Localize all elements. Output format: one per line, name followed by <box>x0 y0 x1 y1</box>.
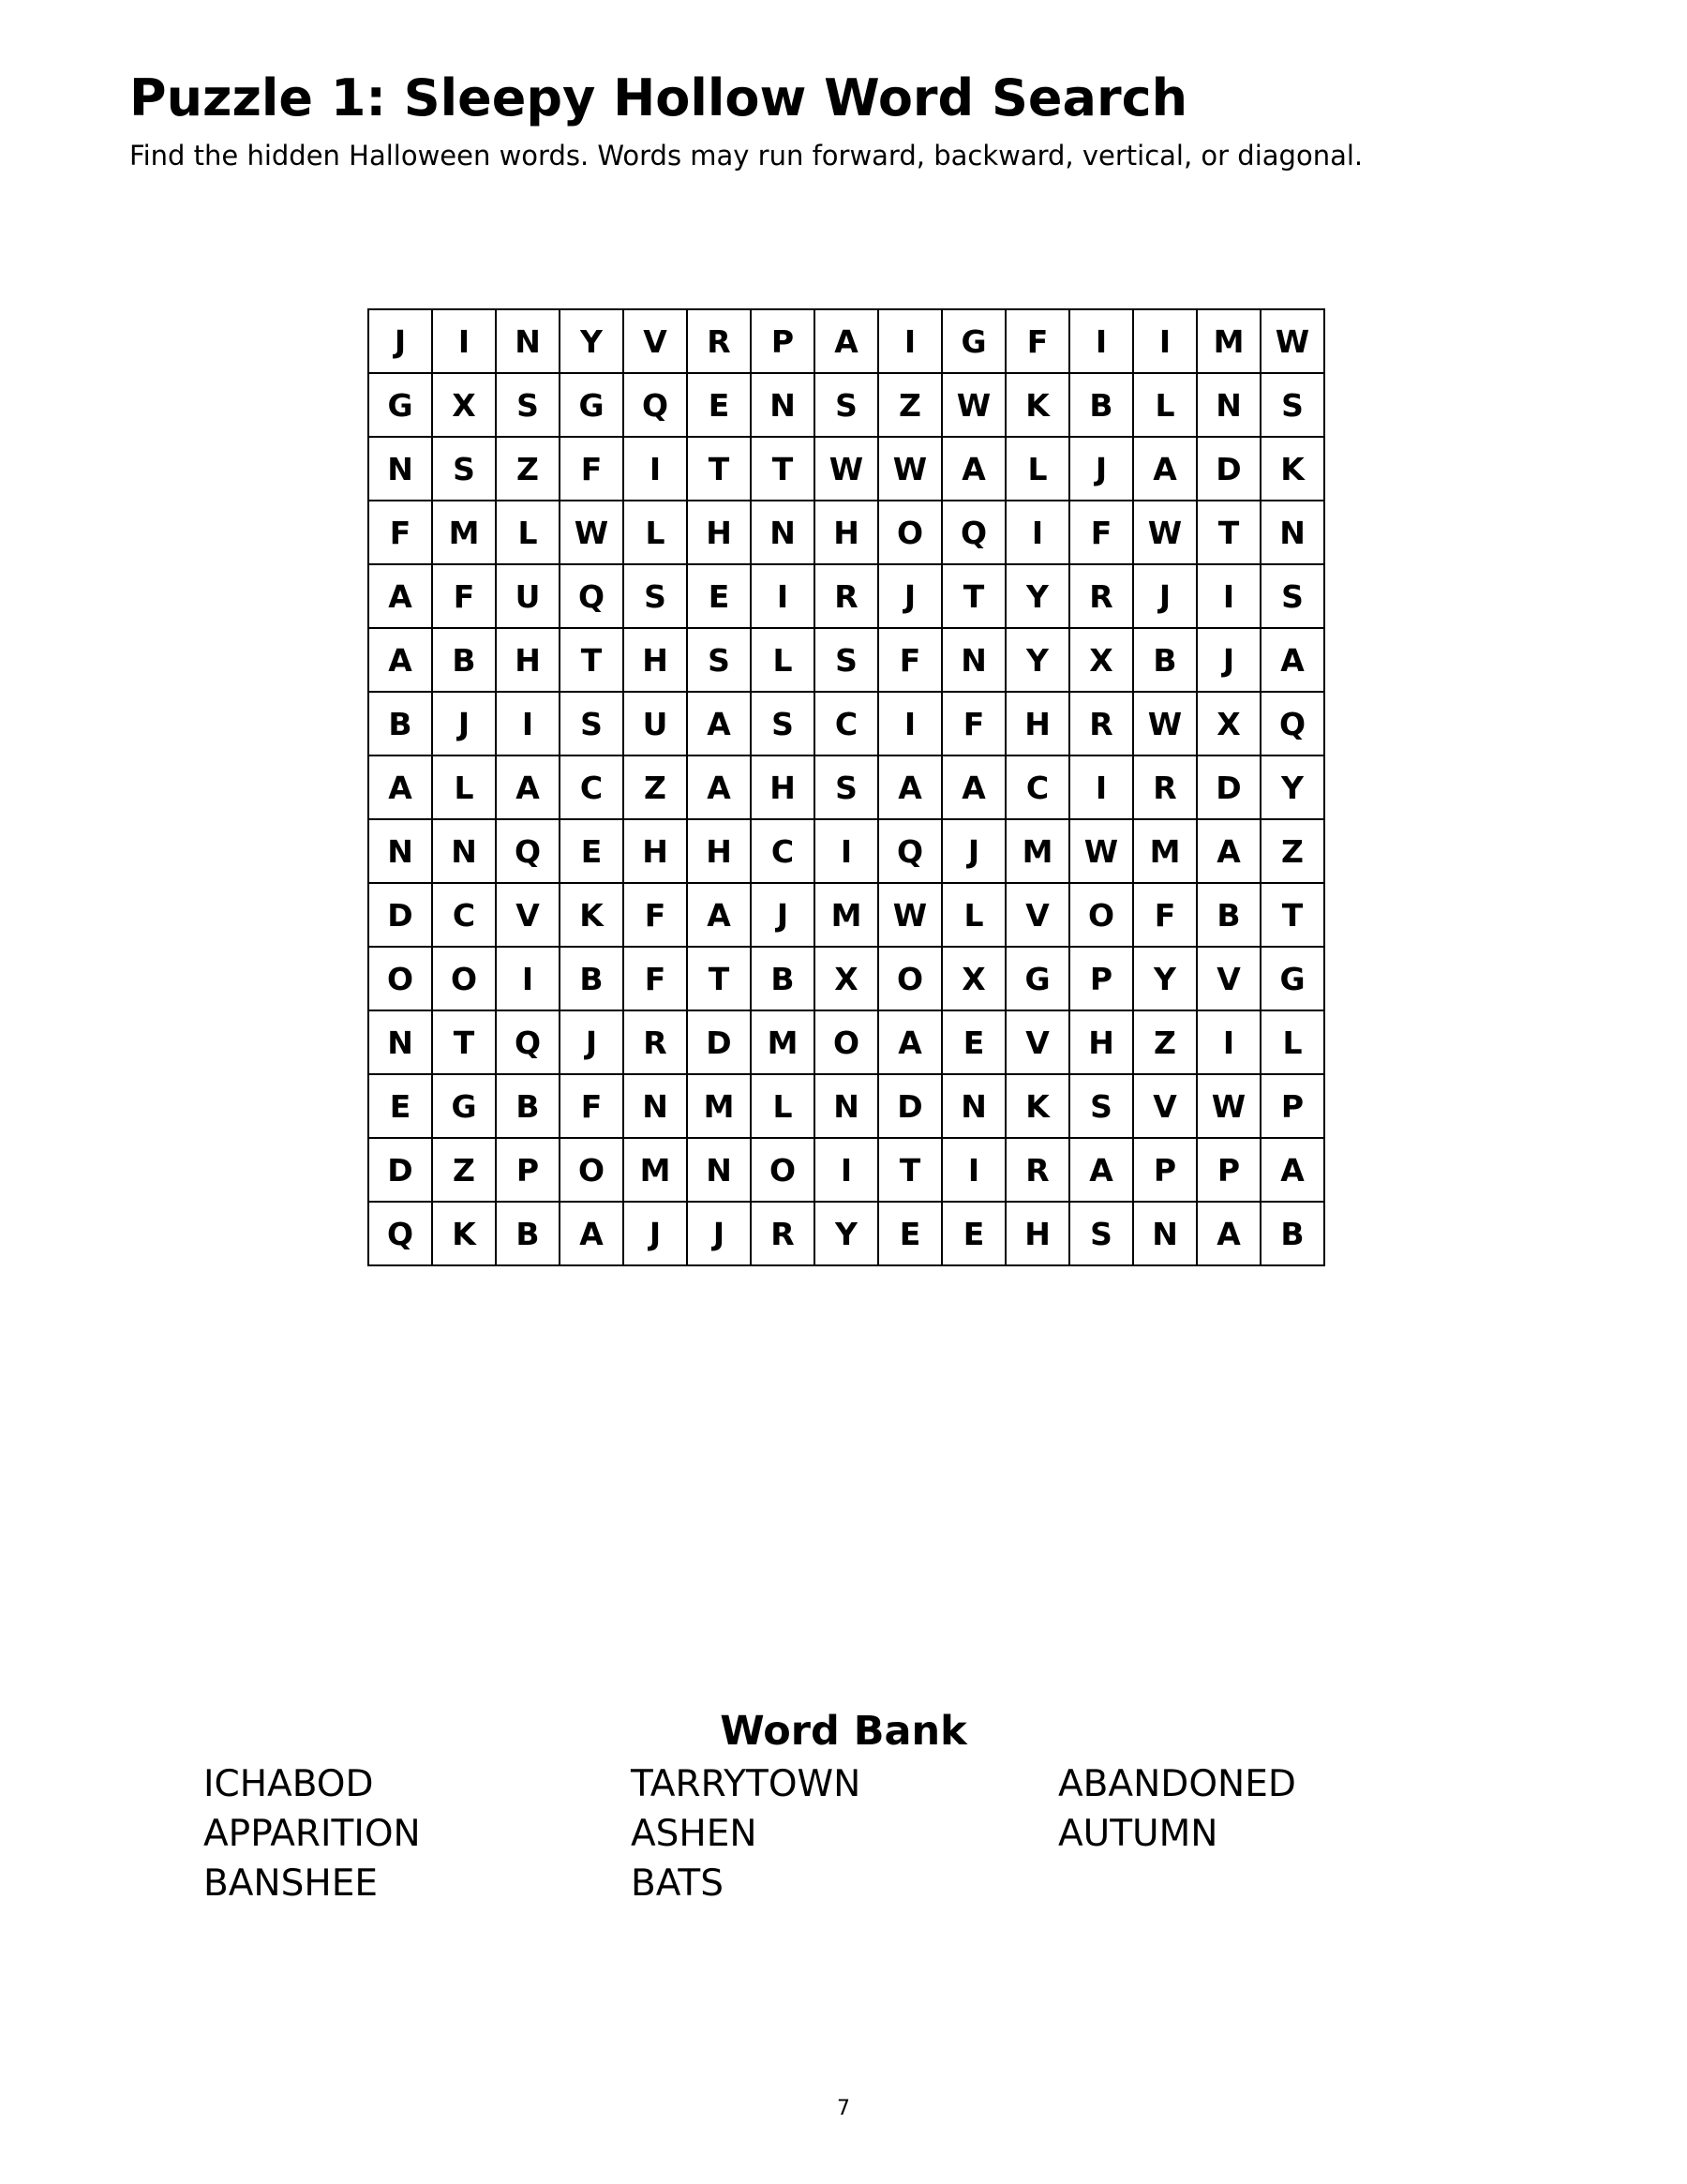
grid-cell: B <box>368 692 432 755</box>
grid-cell: G <box>560 373 623 437</box>
grid-cell: N <box>1133 1202 1197 1265</box>
grid-cell: L <box>1006 437 1069 501</box>
grid-cell: N <box>368 437 432 501</box>
grid-cell: J <box>1197 628 1261 692</box>
grid-cell: S <box>751 692 814 755</box>
grid-cell: G <box>432 1074 496 1138</box>
grid-cell: L <box>942 883 1006 947</box>
grid-cell: M <box>687 1074 751 1138</box>
grid-cell: R <box>751 1202 814 1265</box>
grid-cell: U <box>496 564 560 628</box>
grid-cell: S <box>496 373 560 437</box>
word-bank-word: ASHEN <box>631 1813 757 1855</box>
grid-cell: Z <box>496 437 560 501</box>
grid-cell: Q <box>623 373 687 437</box>
grid-cell: W <box>1133 692 1197 755</box>
grid-cell: Y <box>814 1202 878 1265</box>
grid-cell: O <box>368 947 432 1010</box>
grid-cell: P <box>751 309 814 373</box>
grid-cell: V <box>1006 1010 1069 1074</box>
grid-cell: M <box>623 1138 687 1202</box>
grid-cell: I <box>1006 501 1069 564</box>
grid-cell: E <box>687 373 751 437</box>
word-search-grid <box>367 308 1325 1266</box>
grid-cell: B <box>496 1074 560 1138</box>
grid-cell: A <box>1197 819 1261 883</box>
grid-cell: Y <box>1133 947 1197 1010</box>
word-bank-word: APPARITION <box>203 1813 421 1855</box>
grid-cell: M <box>1133 819 1197 883</box>
grid-cell: W <box>942 373 1006 437</box>
grid-cell: E <box>878 1202 942 1265</box>
grid-cell: L <box>751 1074 814 1138</box>
word-bank-word: AUTUMN <box>1058 1813 1218 1855</box>
grid-cell: W <box>1133 501 1197 564</box>
grid-cell: J <box>687 1202 751 1265</box>
grid-cell: A <box>496 755 560 819</box>
grid-cell: H <box>623 628 687 692</box>
grid-cell: W <box>560 501 623 564</box>
grid-cell: M <box>1197 309 1261 373</box>
grid-row <box>368 628 1324 692</box>
grid-row <box>368 1202 1324 1265</box>
grid-cell: P <box>1069 947 1133 1010</box>
grid-cell: Q <box>1261 692 1324 755</box>
grid-cell: Q <box>878 819 942 883</box>
word-bank-word: BATS <box>631 1862 724 1905</box>
grid-cell: T <box>751 437 814 501</box>
word-bank-column-1 <box>203 1759 421 1908</box>
grid-cell: T <box>878 1138 942 1202</box>
grid-cell: F <box>1006 309 1069 373</box>
grid-row <box>368 819 1324 883</box>
grid-row <box>368 501 1324 564</box>
grid-row <box>368 755 1324 819</box>
grid-cell: M <box>432 501 496 564</box>
word-bank-column-2 <box>631 1759 860 1908</box>
grid-cell: S <box>623 564 687 628</box>
grid-cell: Z <box>878 373 942 437</box>
grid-cell: R <box>687 309 751 373</box>
grid-cell: M <box>1006 819 1069 883</box>
grid-cell: F <box>942 692 1006 755</box>
grid-cell: N <box>368 1010 432 1074</box>
grid-cell: V <box>1133 1074 1197 1138</box>
grid-row <box>368 692 1324 755</box>
grid-cell: B <box>432 628 496 692</box>
grid-cell: S <box>1069 1074 1133 1138</box>
grid-row <box>368 947 1324 1010</box>
grid-cell: N <box>942 1074 1006 1138</box>
grid-cell: T <box>432 1010 496 1074</box>
grid-cell: Y <box>1261 755 1324 819</box>
grid-cell: Q <box>368 1202 432 1265</box>
grid-cell: O <box>814 1010 878 1074</box>
grid-cell: A <box>1069 1138 1133 1202</box>
grid-cell: F <box>560 437 623 501</box>
grid-cell: R <box>814 564 878 628</box>
grid-row <box>368 309 1324 373</box>
grid-cell: N <box>1197 373 1261 437</box>
grid-row <box>368 1138 1324 1202</box>
grid-cell: K <box>1006 1074 1069 1138</box>
grid-cell: S <box>560 692 623 755</box>
grid-cell: O <box>560 1138 623 1202</box>
grid-cell: I <box>751 564 814 628</box>
grid-cell: W <box>878 883 942 947</box>
grid-cell: A <box>687 755 751 819</box>
puzzle-instructions: Find the hidden Halloween words. Words may run forward, backward, vertical, or diagonal. <box>129 140 1364 172</box>
grid-cell: L <box>751 628 814 692</box>
grid-cell: N <box>751 501 814 564</box>
grid-cell: S <box>1069 1202 1133 1265</box>
grid-cell: Q <box>496 819 560 883</box>
grid-cell: L <box>432 755 496 819</box>
grid-cell: Y <box>1006 564 1069 628</box>
grid-cell: I <box>814 1138 878 1202</box>
word-bank-column-3 <box>1058 1759 1296 1859</box>
grid-cell: B <box>751 947 814 1010</box>
grid-cell: B <box>496 1202 560 1265</box>
grid-cell: W <box>1197 1074 1261 1138</box>
grid-cell: S <box>1261 373 1324 437</box>
grid-cell: I <box>814 819 878 883</box>
grid-cell: E <box>942 1202 1006 1265</box>
grid-cell: J <box>751 883 814 947</box>
grid-cell: A <box>1261 1138 1324 1202</box>
grid-cell: H <box>623 819 687 883</box>
grid-cell: R <box>1069 564 1133 628</box>
grid-cell: A <box>1197 1202 1261 1265</box>
grid-cell: B <box>1133 628 1197 692</box>
grid-cell: A <box>878 1010 942 1074</box>
grid-cell: R <box>1069 692 1133 755</box>
grid-cell: I <box>878 692 942 755</box>
grid-cell: P <box>1197 1138 1261 1202</box>
grid-cell: S <box>814 628 878 692</box>
grid-cell: A <box>1133 437 1197 501</box>
grid-cell: E <box>687 564 751 628</box>
grid-cell: J <box>368 309 432 373</box>
grid-cell: Y <box>1006 628 1069 692</box>
word-bank-word: ABANDONED <box>1058 1763 1296 1805</box>
grid-cell: A <box>814 309 878 373</box>
grid-cell: B <box>560 947 623 1010</box>
grid-cell: A <box>368 564 432 628</box>
grid-cell: N <box>942 628 1006 692</box>
grid-cell: W <box>878 437 942 501</box>
grid-cell: A <box>942 755 1006 819</box>
grid-cell: O <box>878 501 942 564</box>
grid-cell: K <box>432 1202 496 1265</box>
grid-cell: W <box>1261 309 1324 373</box>
grid-cell: Z <box>1133 1010 1197 1074</box>
grid-cell: F <box>623 947 687 1010</box>
grid-cell: B <box>1069 373 1133 437</box>
grid-cell: E <box>560 819 623 883</box>
word-bank-heading: Word Bank <box>720 1708 967 1755</box>
grid-cell: S <box>814 755 878 819</box>
grid-cell: Q <box>496 1010 560 1074</box>
grid-row <box>368 373 1324 437</box>
grid-cell: H <box>1006 1202 1069 1265</box>
grid-cell: A <box>1261 628 1324 692</box>
grid-cell: N <box>814 1074 878 1138</box>
grid-cell: X <box>1197 692 1261 755</box>
grid-cell: O <box>1069 883 1133 947</box>
grid-row <box>368 1074 1324 1138</box>
grid-cell: Q <box>560 564 623 628</box>
grid-cell: F <box>1133 883 1197 947</box>
grid-cell: I <box>1197 1010 1261 1074</box>
grid-cell: Z <box>432 1138 496 1202</box>
grid-cell: O <box>432 947 496 1010</box>
grid-cell: I <box>496 692 560 755</box>
grid-cell: E <box>942 1010 1006 1074</box>
grid-cell: A <box>560 1202 623 1265</box>
grid-cell: C <box>814 692 878 755</box>
grid-cell: N <box>496 309 560 373</box>
grid-cell: O <box>751 1138 814 1202</box>
grid-cell: G <box>942 309 1006 373</box>
grid-row <box>368 1010 1324 1074</box>
grid-cell: D <box>1197 755 1261 819</box>
grid-cell: I <box>432 309 496 373</box>
grid-cell: H <box>687 501 751 564</box>
grid-cell: U <box>623 692 687 755</box>
grid-cell: I <box>1069 309 1133 373</box>
page-number: 7 <box>837 2097 850 2120</box>
grid-cell: R <box>1006 1138 1069 1202</box>
grid-cell: S <box>687 628 751 692</box>
grid-cell: Z <box>1261 819 1324 883</box>
grid-cell: D <box>878 1074 942 1138</box>
grid-cell: I <box>942 1138 1006 1202</box>
grid-cell: S <box>1261 564 1324 628</box>
grid-cell: C <box>751 819 814 883</box>
grid-cell: W <box>814 437 878 501</box>
grid-cell: Q <box>942 501 1006 564</box>
grid-cell: P <box>1261 1074 1324 1138</box>
grid-cell: X <box>814 947 878 1010</box>
grid-cell: I <box>623 437 687 501</box>
grid-cell: C <box>1006 755 1069 819</box>
grid-cell: K <box>560 883 623 947</box>
grid-row <box>368 883 1324 947</box>
grid-cell: J <box>878 564 942 628</box>
grid-cell: A <box>368 755 432 819</box>
grid-cell: J <box>1133 564 1197 628</box>
grid-cell: F <box>368 501 432 564</box>
grid-cell: H <box>1006 692 1069 755</box>
grid-cell: P <box>1133 1138 1197 1202</box>
grid-cell: H <box>751 755 814 819</box>
grid-cell: M <box>814 883 878 947</box>
grid-cell: N <box>1261 501 1324 564</box>
grid-cell: H <box>496 628 560 692</box>
grid-cell: H <box>1069 1010 1133 1074</box>
grid-cell: M <box>751 1010 814 1074</box>
grid-cell: N <box>751 373 814 437</box>
grid-cell: Z <box>623 755 687 819</box>
grid-cell: D <box>1197 437 1261 501</box>
grid-cell: D <box>368 1138 432 1202</box>
grid-cell: R <box>1133 755 1197 819</box>
grid-cell: R <box>623 1010 687 1074</box>
grid-cell: I <box>1069 755 1133 819</box>
grid-cell: X <box>942 947 1006 1010</box>
grid-cell: G <box>368 373 432 437</box>
grid-cell: A <box>368 628 432 692</box>
grid-cell: J <box>623 1202 687 1265</box>
grid-cell: I <box>1133 309 1197 373</box>
grid-cell: T <box>687 437 751 501</box>
grid-cell: D <box>687 1010 751 1074</box>
grid-cell: D <box>368 883 432 947</box>
grid-cell: T <box>687 947 751 1010</box>
grid-cell: L <box>1133 373 1197 437</box>
grid-cell: F <box>560 1074 623 1138</box>
grid-cell: T <box>942 564 1006 628</box>
grid-cell: I <box>496 947 560 1010</box>
grid-cell: E <box>368 1074 432 1138</box>
grid-cell: F <box>1069 501 1133 564</box>
grid-cell: J <box>560 1010 623 1074</box>
grid-cell: L <box>623 501 687 564</box>
grid-row <box>368 564 1324 628</box>
grid-cell: C <box>560 755 623 819</box>
grid-cell: A <box>942 437 1006 501</box>
grid-cell: B <box>1197 883 1261 947</box>
grid-cell: N <box>687 1138 751 1202</box>
grid-cell: B <box>1261 1202 1324 1265</box>
grid-cell: I <box>878 309 942 373</box>
grid-cell: G <box>1261 947 1324 1010</box>
grid-cell: T <box>1261 883 1324 947</box>
grid-cell: V <box>1006 883 1069 947</box>
grid-cell: N <box>368 819 432 883</box>
grid-cell: L <box>496 501 560 564</box>
grid-cell: J <box>1069 437 1133 501</box>
grid-cell: H <box>814 501 878 564</box>
grid-cell: L <box>1261 1010 1324 1074</box>
grid-cell: N <box>623 1074 687 1138</box>
grid-cell: F <box>432 564 496 628</box>
grid-cell: J <box>942 819 1006 883</box>
grid-cell: H <box>687 819 751 883</box>
word-bank-word: BANSHEE <box>203 1862 378 1905</box>
grid-cell: O <box>878 947 942 1010</box>
grid-cell: V <box>1197 947 1261 1010</box>
grid-cell: A <box>687 883 751 947</box>
grid-cell: S <box>814 373 878 437</box>
grid-cell: W <box>1069 819 1133 883</box>
grid-cell: F <box>878 628 942 692</box>
grid-cell: I <box>1197 564 1261 628</box>
grid-cell: A <box>878 755 942 819</box>
grid-cell: Y <box>560 309 623 373</box>
grid-cell: N <box>432 819 496 883</box>
grid-cell: J <box>432 692 496 755</box>
grid-cell: V <box>496 883 560 947</box>
grid-cell: X <box>1069 628 1133 692</box>
grid-cell: C <box>432 883 496 947</box>
grid-cell: K <box>1006 373 1069 437</box>
puzzle-title: Puzzle 1: Sleepy Hollow Word Search <box>129 68 1188 127</box>
grid-cell: X <box>432 373 496 437</box>
grid-cell: A <box>687 692 751 755</box>
grid-cell: T <box>560 628 623 692</box>
grid-cell: S <box>432 437 496 501</box>
grid-cell: F <box>623 883 687 947</box>
grid-cell: G <box>1006 947 1069 1010</box>
grid-cell: P <box>496 1138 560 1202</box>
grid-cell: T <box>1197 501 1261 564</box>
grid-row <box>368 437 1324 501</box>
word-bank-word: TARRYTOWN <box>631 1763 861 1805</box>
grid-cell: V <box>623 309 687 373</box>
grid-cell: K <box>1261 437 1324 501</box>
word-bank-word: ICHABOD <box>203 1763 374 1805</box>
